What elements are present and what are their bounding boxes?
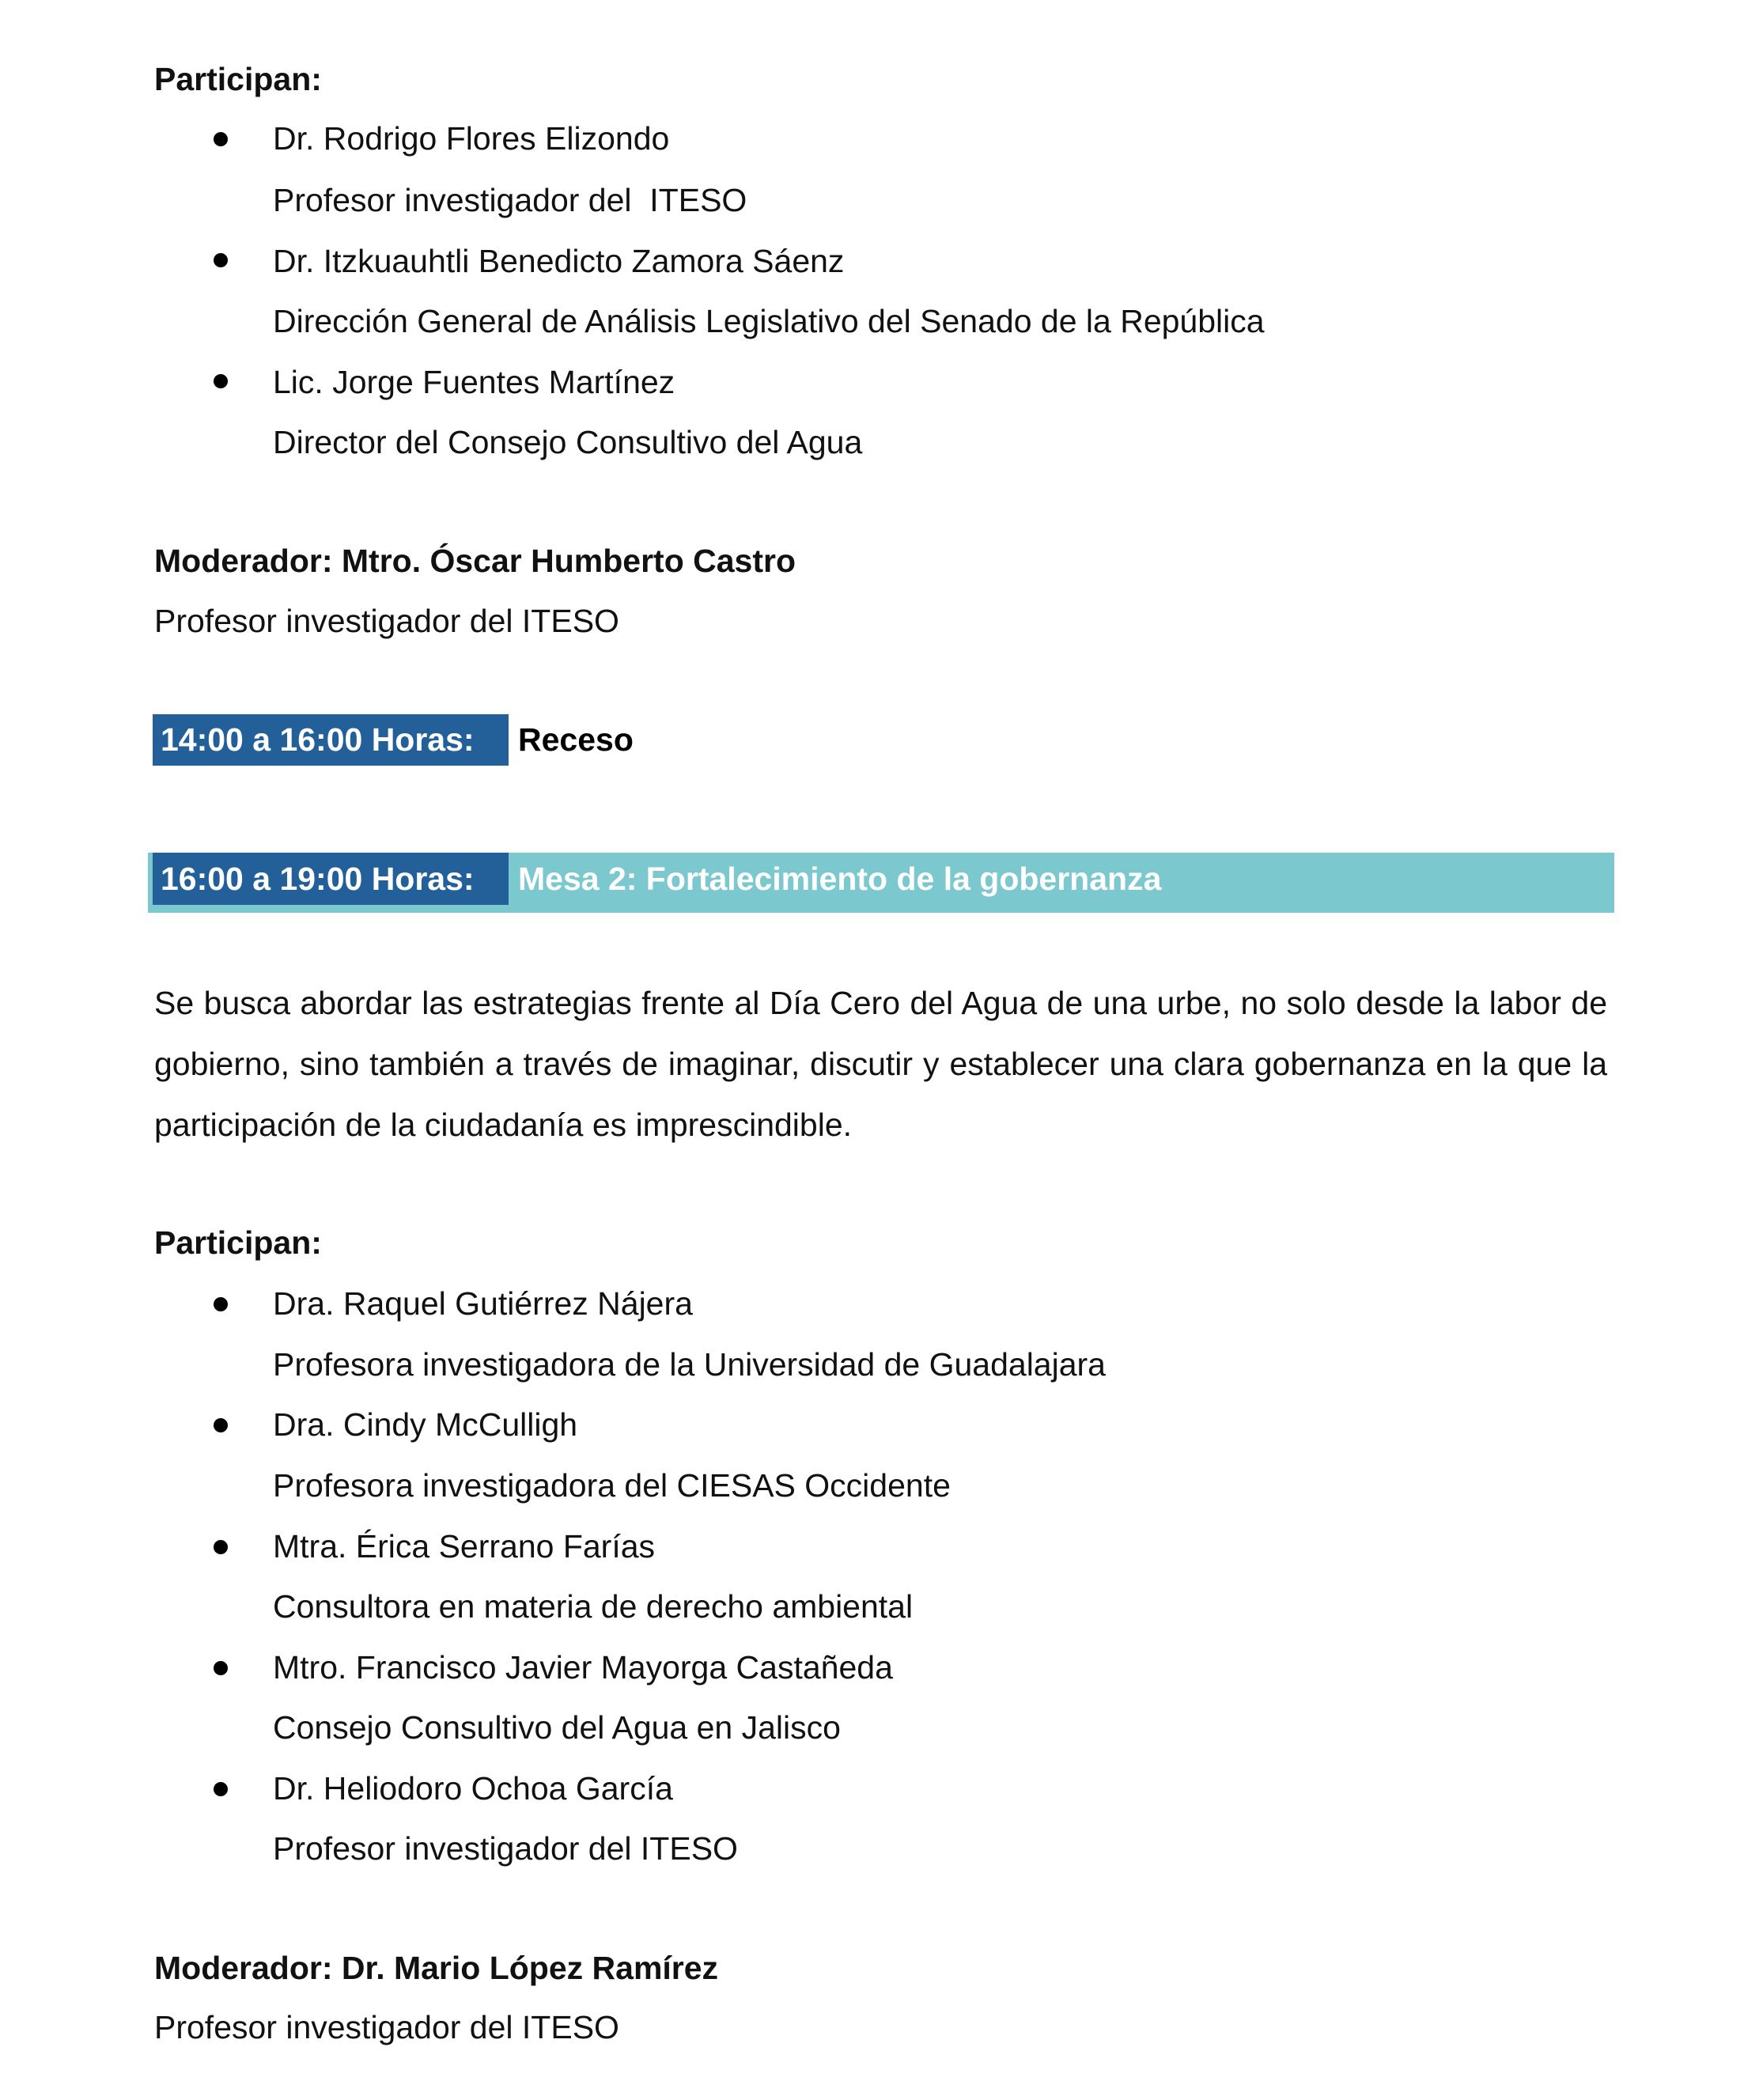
participant-role: Profesora investigadora del CIESAS Occidente: [273, 1467, 951, 1504]
bullet-icon: [214, 1782, 228, 1796]
participant-role: Profesora investigadora de la Universidad de Guadalajara: [273, 1346, 1106, 1383]
bullet-icon: [214, 1661, 228, 1675]
participant-name: Mtro. Francisco Javier Mayorga Castañeda: [273, 1649, 893, 1686]
session-title: Mesa 2: Fortalecimiento de la gobernanza: [518, 861, 1162, 897]
participant-name: Lic. Jorge Fuentes Martínez: [273, 364, 675, 400]
participant-role: Consultora en materia de derecho ambiental: [273, 1588, 914, 1625]
participant-name: Dr. Rodrigo Flores Elizondo: [273, 120, 670, 157]
participant-role: Profesor investigador del ITESO: [273, 1830, 738, 1867]
bullet-icon: [214, 132, 228, 146]
bullet-icon: [214, 374, 228, 388]
moderator-heading: Moderador: Dr. Mario López Ramírez: [154, 1950, 719, 1986]
moderator-heading: Moderador: Mtro. Óscar Humberto Castro: [154, 543, 796, 579]
participants-heading: Participan:: [154, 61, 322, 97]
break-time-badge: 14:00 a 16:00 Horas:: [153, 714, 509, 766]
moderator-role: Profesor investigador del ITESO: [154, 2009, 619, 2045]
participant-name: Dr. Itzkuauhtli Benedicto Zamora Sáenz: [273, 243, 845, 279]
bullet-icon: [214, 1540, 228, 1554]
bullet-icon: [214, 1418, 228, 1432]
participant-role: Dirección General de Análisis Legislativo del Senado de la República: [273, 303, 1265, 339]
session-time-badge: 16:00 a 19:00 Horas:: [153, 853, 509, 905]
bullet-icon: [214, 253, 228, 267]
participants-heading: Participan:: [154, 1224, 322, 1261]
participant-name: Dr. Heliodoro Ochoa García: [273, 1770, 673, 1807]
break-label: Receso: [518, 721, 634, 758]
participant-role: Profesor investigador del ITESO: [273, 182, 747, 218]
participant-name: Dra. Cindy McCulligh: [273, 1406, 578, 1443]
participant-name: Mtra. Érica Serrano Farías: [273, 1528, 656, 1565]
participant-role: Director del Consejo Consultivo del Agua: [273, 424, 863, 460]
bullet-icon: [214, 1297, 228, 1311]
moderator-role: Profesor investigador del ITESO: [154, 603, 619, 639]
participant-role: Consejo Consultivo del Agua en Jalisco: [273, 1709, 841, 1746]
session-description: Se busca abordar las estrategias frente al Día Cero del Agua de una urbe, no solo desde la labor de gobierno, sino también a través de imaginar, discutir y establecer una clara gobernanza en la que la participación de la ciudadanía es imprescindible.: [154, 985, 1607, 1143]
participant-name: Dra. Raquel Gutiérrez Nájera: [273, 1285, 693, 1322]
